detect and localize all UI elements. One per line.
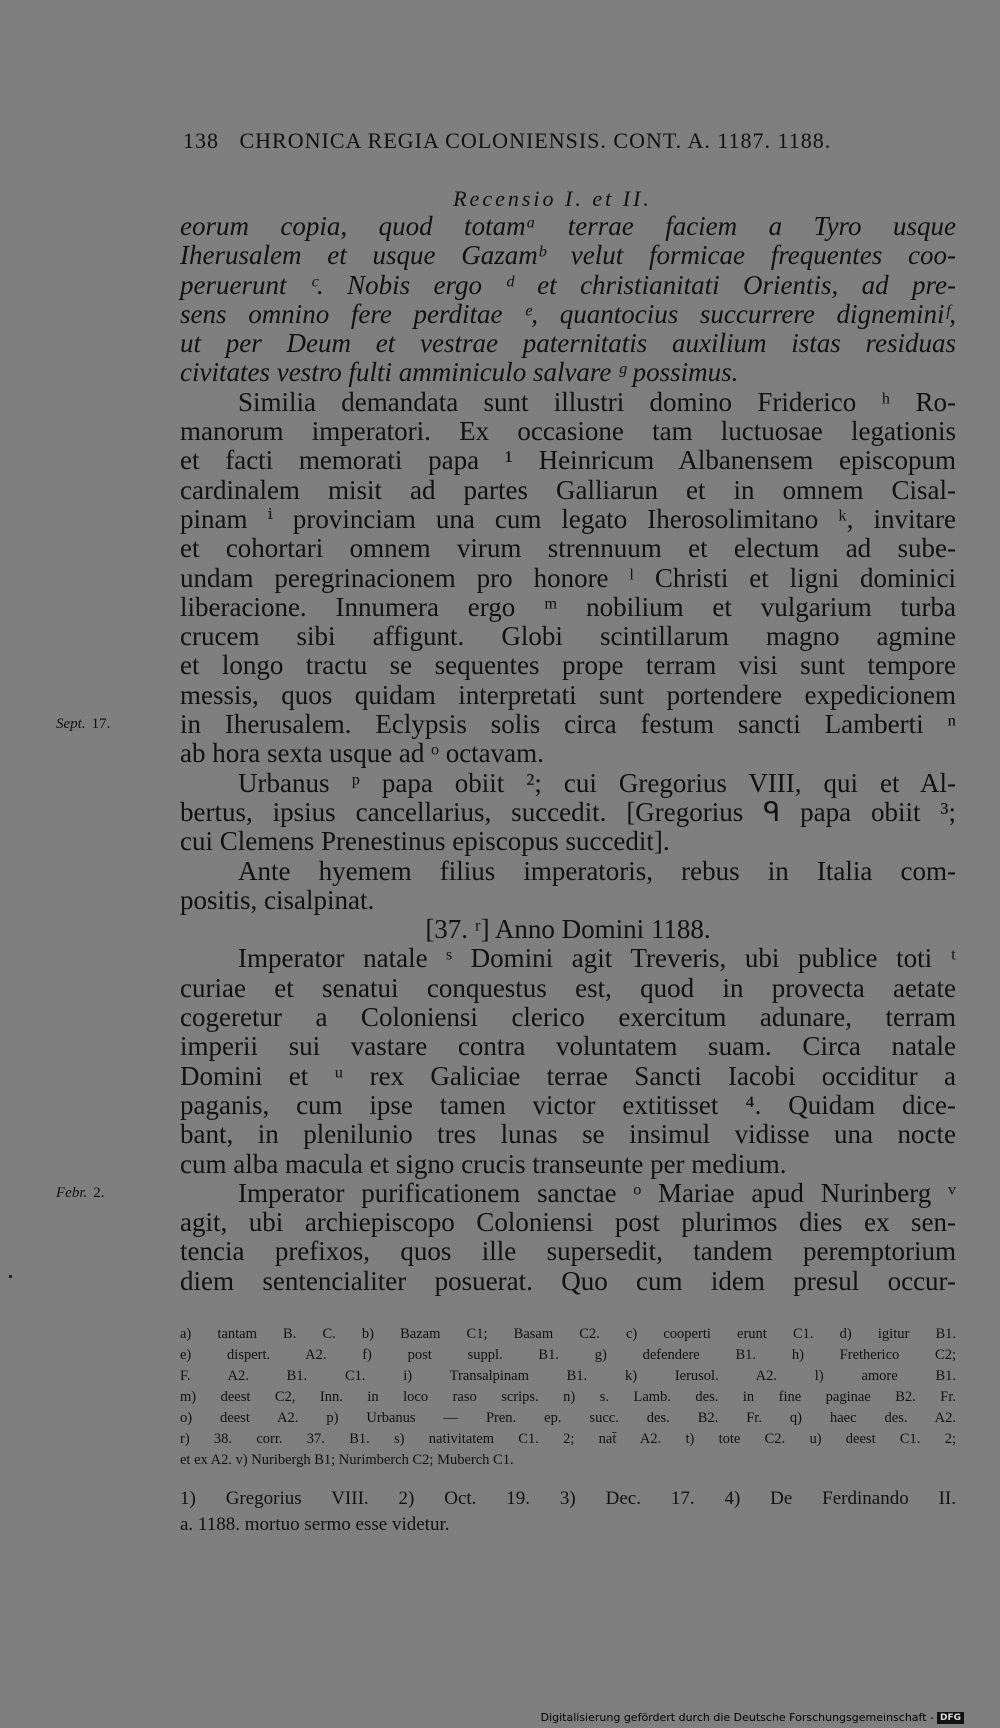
- text-line: peruerunt ᶜ. Nobis ergo ᵈ et christianitati Orientis, ad pre-: [180, 269, 956, 300]
- credit-text: Digitalisierung gefördert durch die Deutsche Forschungsgemeinschaft -: [540, 1711, 934, 1724]
- margin-date-febr: [56, 1179, 105, 1208]
- text-line: bertus, ipsius cancellarius, succedit. [Gregorius ᑫ papa obiit ³;: [180, 796, 956, 827]
- text-line: Urbanus ᵖ papa obiit ²; cui Gregorius VIII, qui et Al-: [238, 767, 956, 798]
- text-line: cardinalem misit ad partes Galliarun et in omnem Cisal-: [180, 474, 956, 505]
- text-line: curiae et senatui conquestus est, quod in provecta aetate: [180, 972, 956, 1003]
- text-line: manorum imperatori. Ex occasione tam luctuosae legationis: [180, 416, 956, 447]
- apparatus-line: r) 38. corr. 37. B1. s) nativitatem C1. 2; nat̄ A2. t) tote C2. u) deest C1. 2;: [180, 1431, 956, 1447]
- year-heading: [37. ʳ] Anno Domini 1188.: [425, 914, 711, 945]
- page-number: 138: [183, 128, 219, 153]
- apparatus-line: o) deest A2. p) Urbanus — Pren. ep. succ. des. B2. Fr. q) haec des. A2.: [180, 1410, 956, 1426]
- apparatus-line: a) tantam B. C. b) Bazam C1; Basam C2. c) cooperti erunt C1. d) igitur B1.: [180, 1326, 956, 1342]
- text-line: undam peregrinacionem pro honore ˡ Christi et ligni dominici: [180, 562, 956, 593]
- text-line: paganis, cum ipse tamen victor extitisset ⁴. Quidam dice-: [180, 1089, 956, 1120]
- text-line: positis, cisalpinat.: [180, 884, 375, 915]
- apparatus-line: et ex A2. v) Nuribergh B1; Nurimberch C2; Muberch C1.: [180, 1452, 514, 1468]
- digitization-credit: [541, 1711, 964, 1724]
- text-line: pinam ⁱ provinciam una cum legato Iherosolimitano ᵏ, invitare: [180, 503, 956, 534]
- text-line: eorum copia, quod totamᵃ terrae faciem a Tyro usque: [180, 211, 956, 241]
- text-line: ab hora sexta usque ad ᵒ octavam.: [180, 738, 544, 769]
- text-line-sept: [56, 709, 956, 740]
- text-line-febr: [56, 1177, 956, 1208]
- running-title: CHRONICA REGIA COLONIENSIS. CONT. A. 1187. 1188.: [239, 128, 832, 153]
- text-line: et longo tractu se sequentes prope terram visi sunt tempore: [180, 650, 956, 681]
- margin-day: 2.: [93, 1184, 105, 1201]
- running-header: [183, 128, 923, 154]
- text-line: cum alba macula et signo crucis transeunte per medium.: [180, 1148, 787, 1179]
- text-line: crucem sibi affigunt. Globi scintillarum magno agmine: [180, 621, 956, 652]
- text-line: et facti memorati papa ¹ Heinricum Albanensem episcopum: [180, 445, 956, 476]
- margin-date-sept: [56, 710, 110, 739]
- footnote-line: 1) Gregorius VIII. 2) Oct. 19. 3) Dec. 17. 4) De Ferdinando II.: [180, 1488, 956, 1509]
- text-line: Iherusalem et usque Gazamᵇ velut formicae frequentes coo-: [180, 240, 956, 271]
- text-line: civitates vestro fulti amminiculo salvare ᵍ possimus.: [180, 357, 739, 388]
- text-line: tencia prefixos, quos ille supersedit, tandem peremptorium: [180, 1236, 956, 1267]
- historical-footnotes: [180, 1486, 956, 1538]
- text-line: messis, quos quidam interpretati sunt portendere expedicionem: [180, 679, 956, 710]
- text-line: agit, ubi archiepiscopo Coloniensi post plurimos dies ex sen-: [180, 1207, 956, 1238]
- text-line: sens omnino fere perditae ᵉ, quantocius succurrere digneminiᶠ,: [180, 298, 956, 329]
- margin-month: Febr.: [56, 1184, 88, 1201]
- text-line: Similia demandata sunt illustri domino Friderico ʰ Ro-: [238, 386, 956, 417]
- apparatus-line: F. A2. B1. C1. i) Transalpinam B1. k) Ierusol. A2. l) amore B1.: [180, 1368, 956, 1384]
- margin-month: Sept.: [56, 716, 86, 733]
- text-line: bant, in plenilunio tres lunas se insimul vidisse una nocte: [180, 1119, 956, 1150]
- critical-apparatus: [180, 1324, 956, 1471]
- text-line-content: Imperator purificationem sanctae ᵒ Mariae apud Nurinberg ᵛ: [238, 1177, 956, 1208]
- text-line: diem sentencialiter posuerat. Quo cum idem presul occur-: [180, 1265, 956, 1296]
- main-text: [56, 211, 956, 1296]
- recensio-heading: Recensio I. et II.: [453, 186, 652, 211]
- margin-day: 17.: [91, 716, 111, 733]
- text-line: et cohortari omnem virum strennuum et electum ad sube-: [180, 533, 956, 564]
- footnote-line: a. 1188. mortuo sermo esse videtur.: [180, 1514, 450, 1535]
- text-line: Domini et ᵘ rex Galiciae terrae Sancti Iacobi occiditur a: [180, 1060, 956, 1091]
- dfg-logo: DFG: [937, 1712, 964, 1724]
- scan-speck: [9, 1275, 12, 1278]
- text-line: imperii sui vastare contra voluntatem suam. Circa natale: [180, 1031, 956, 1062]
- text-line: cogeretur a Coloniensi clerico exercitum adunare, terram: [180, 1002, 956, 1033]
- text-line: Imperator natale ˢ Domini agit Treveris, ubi publice toti ᵗ: [238, 943, 956, 974]
- text-line: liberacione. Innumera ergo ᵐ nobilium et vulgarium turba: [180, 591, 956, 622]
- apparatus-line: m) deest C2, Inn. in loco raso scrips. n) s. Lamb. des. in fine paginae B2. Fr.: [180, 1389, 956, 1405]
- text-line: cui Clemens Prenestinus episcopus succedit].: [180, 826, 670, 857]
- text-line: Ante hyemem filius imperatoris, rebus in Italia com-: [238, 855, 956, 886]
- text-line-content: in Iherusalem. Eclypsis solis circa festum sancti Lamberti ⁿ: [180, 709, 956, 740]
- text-line: ut per Deum et vestrae paternitatis auxilium istas residuas: [180, 328, 956, 359]
- apparatus-line: e) dispert. A2. f) post suppl. B1. g) defendere B1. h) Fretherico C2;: [180, 1347, 956, 1363]
